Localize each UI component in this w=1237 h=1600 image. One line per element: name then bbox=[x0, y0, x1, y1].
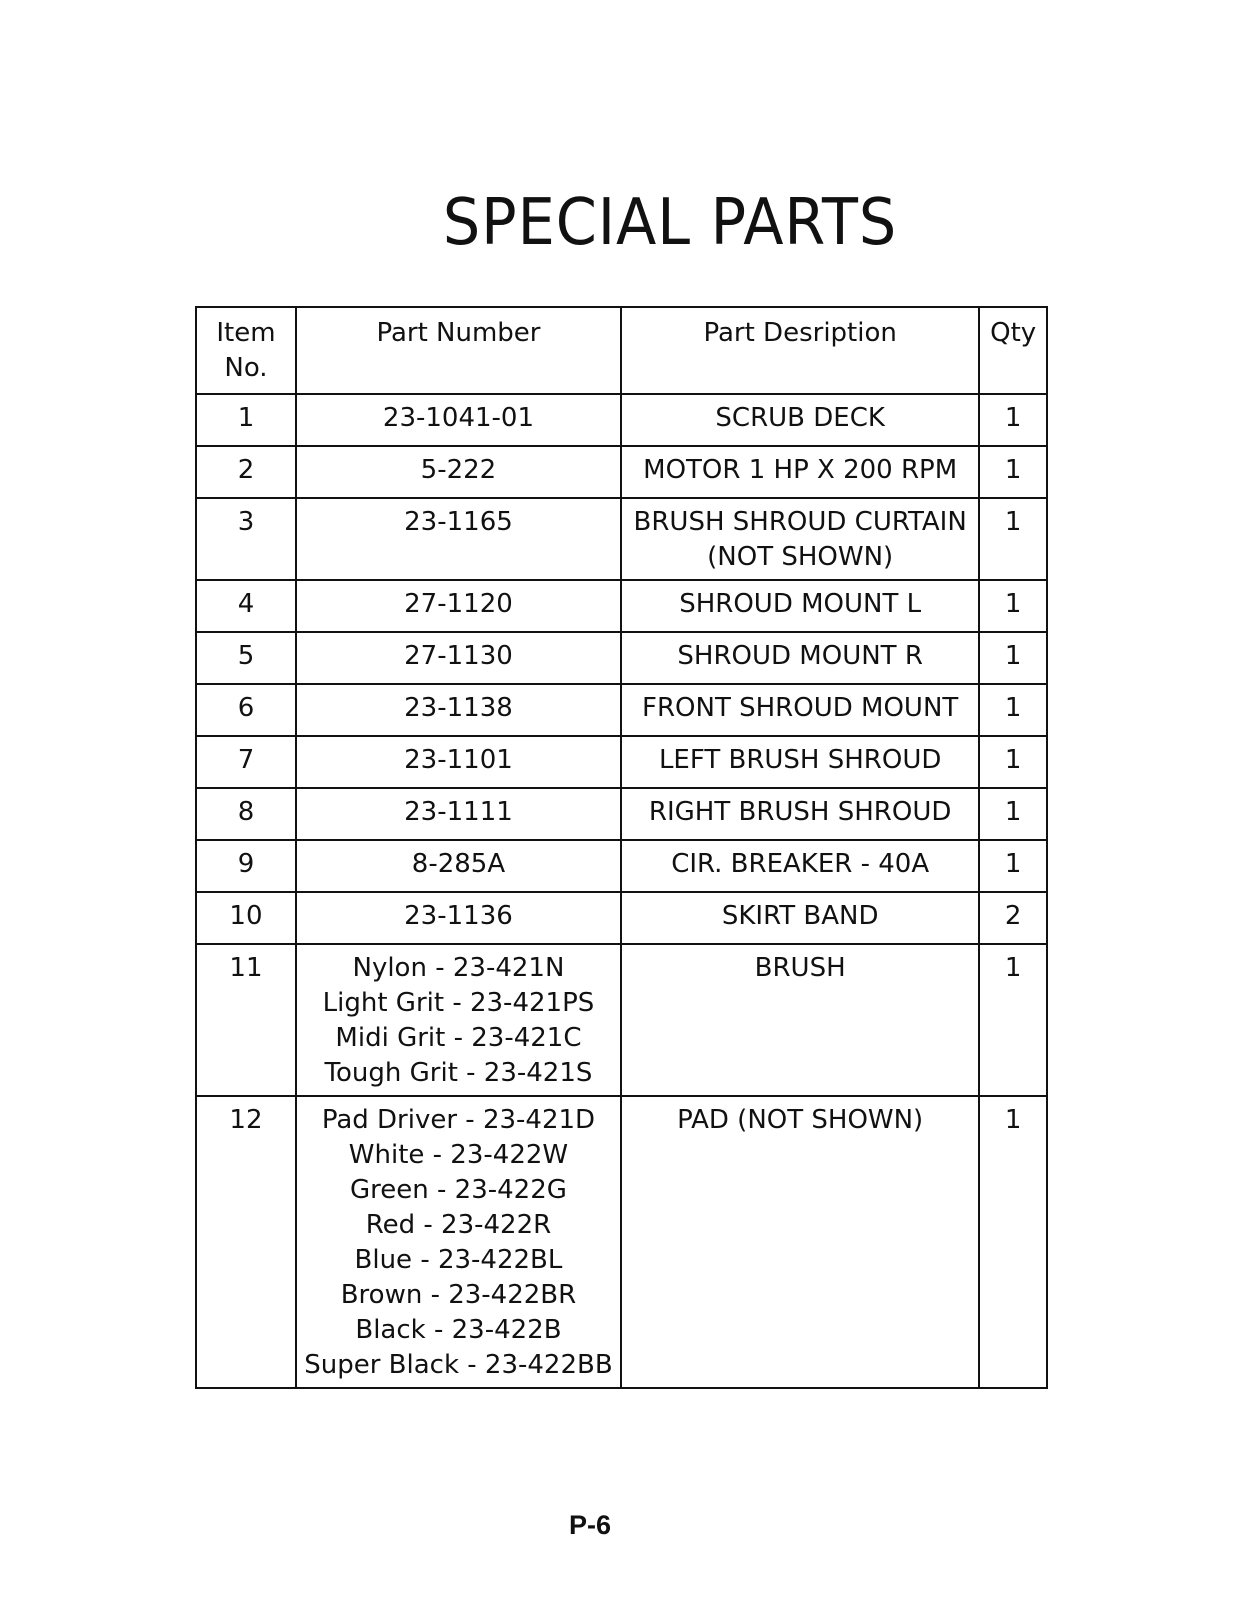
cell-part-number-line: Blue - 23-422BL bbox=[354, 1245, 563, 1275]
cell-qty: 1 bbox=[979, 788, 1047, 840]
cell-part-number-line: 23-1138 bbox=[404, 693, 513, 723]
cell-part-description bbox=[621, 684, 979, 736]
cell-qty: 1 bbox=[979, 944, 1047, 1096]
table-row bbox=[196, 788, 1047, 840]
cell-qty: 1 bbox=[979, 840, 1047, 892]
cell-item-no: 5 bbox=[196, 632, 296, 684]
table-row bbox=[196, 1096, 1047, 1388]
cell-part-description bbox=[621, 632, 979, 684]
cell-part-number bbox=[296, 1096, 621, 1388]
cell-qty: 1 bbox=[979, 580, 1047, 632]
cell-part-number-line: Light Grit - 23-421PS bbox=[322, 988, 595, 1018]
cell-part-number-line: Brown - 23-422BR bbox=[340, 1280, 577, 1310]
cell-part-number-line: 23-1041-01 bbox=[382, 403, 535, 433]
cell-part-number-line: Tough Grit - 23-421S bbox=[324, 1058, 593, 1088]
cell-part-number-line: 23-1101 bbox=[404, 745, 513, 775]
page-number: P-6 bbox=[568, 1510, 612, 1540]
cell-part-number bbox=[296, 736, 621, 788]
table-header-row bbox=[196, 307, 1047, 394]
cell-item-no: 11 bbox=[196, 944, 296, 1096]
cell-part-number-line: Green - 23-422G bbox=[350, 1175, 567, 1205]
cell-part-number bbox=[296, 788, 621, 840]
cell-part-number bbox=[296, 944, 621, 1096]
cell-part-number bbox=[296, 580, 621, 632]
page-title: SPECIAL PARTS bbox=[442, 186, 898, 260]
table-body bbox=[196, 394, 1047, 1388]
cell-part-description bbox=[621, 840, 979, 892]
cell-part-number-line: 23-1136 bbox=[404, 901, 513, 931]
cell-part-number-line: 8-285A bbox=[411, 849, 506, 879]
cell-part-number bbox=[296, 498, 621, 580]
cell-item-no: 2 bbox=[196, 446, 296, 498]
cell-part-number-line: 23-1165 bbox=[404, 507, 513, 537]
table-row bbox=[196, 840, 1047, 892]
cell-qty: 1 bbox=[979, 632, 1047, 684]
cell-item-no: 9 bbox=[196, 840, 296, 892]
cell-part-description-line: SHROUD MOUNT L bbox=[679, 589, 922, 619]
table-row bbox=[196, 892, 1047, 944]
cell-part-number bbox=[296, 892, 621, 944]
cell-part-number-line: 27-1120 bbox=[404, 589, 513, 619]
cell-item-no: 1 bbox=[196, 394, 296, 446]
cell-part-number-line: Pad Driver - 23-421D bbox=[321, 1105, 596, 1135]
cell-part-number-line: 27-1130 bbox=[404, 641, 513, 671]
cell-part-number-line: 23-1111 bbox=[404, 797, 513, 827]
cell-part-number bbox=[296, 632, 621, 684]
table-row bbox=[196, 580, 1047, 632]
cell-qty: 1 bbox=[979, 736, 1047, 788]
cell-item-no: 12 bbox=[196, 1096, 296, 1388]
table-row bbox=[196, 684, 1047, 736]
cell-qty: 1 bbox=[979, 684, 1047, 736]
cell-item-no: 6 bbox=[196, 684, 296, 736]
table-row bbox=[196, 394, 1047, 446]
cell-part-number-line: White - 23-422W bbox=[348, 1140, 569, 1170]
table-row bbox=[196, 736, 1047, 788]
cell-part-description-line: SHROUD MOUNT R bbox=[677, 641, 923, 671]
cell-part-description-line: (NOT SHOWN) bbox=[707, 542, 894, 572]
cell-part-description-line: LEFT BRUSH SHROUD bbox=[658, 745, 942, 775]
header-part-number: Part Number bbox=[296, 307, 621, 394]
cell-part-description-line: FRONT SHROUD MOUNT bbox=[642, 693, 959, 723]
cell-part-number bbox=[296, 684, 621, 736]
cell-part-description bbox=[621, 394, 979, 446]
cell-item-no: 3 bbox=[196, 498, 296, 580]
special-parts-table bbox=[195, 306, 1048, 1389]
table-row bbox=[196, 446, 1047, 498]
cell-part-description bbox=[621, 580, 979, 632]
cell-qty: 1 bbox=[979, 498, 1047, 580]
cell-part-number-line: Midi Grit - 23-421C bbox=[335, 1023, 582, 1053]
cell-part-description bbox=[621, 498, 979, 580]
cell-part-description-line: PAD (NOT SHOWN) bbox=[677, 1105, 924, 1135]
table-row bbox=[196, 498, 1047, 580]
cell-part-number-line: Super Black - 23-422BB bbox=[304, 1350, 613, 1380]
cell-part-description-line: MOTOR 1 HP X 200 RPM bbox=[643, 455, 958, 485]
cell-item-no: 4 bbox=[196, 580, 296, 632]
cell-part-description bbox=[621, 944, 979, 1096]
cell-item-no: 7 bbox=[196, 736, 296, 788]
cell-part-description bbox=[621, 1096, 979, 1388]
cell-part-number-line: Nylon - 23-421N bbox=[352, 953, 565, 983]
cell-part-description-line: RIGHT BRUSH SHROUD bbox=[648, 797, 952, 827]
header-qty: Qty bbox=[979, 307, 1047, 394]
cell-part-description bbox=[621, 446, 979, 498]
cell-part-description-line: BRUSH bbox=[754, 953, 846, 983]
cell-qty: 2 bbox=[979, 892, 1047, 944]
cell-qty: 1 bbox=[979, 446, 1047, 498]
cell-part-description bbox=[621, 736, 979, 788]
cell-qty: 1 bbox=[979, 394, 1047, 446]
cell-part-description-line: SKIRT BAND bbox=[721, 901, 879, 931]
cell-part-description bbox=[621, 788, 979, 840]
cell-part-number-line: Red - 23-422R bbox=[365, 1210, 552, 1240]
cell-part-number bbox=[296, 394, 621, 446]
header-item-no-label: Item No. bbox=[216, 318, 276, 383]
cell-part-description-line: SCRUB DECK bbox=[715, 403, 885, 433]
table-row bbox=[196, 944, 1047, 1096]
cell-part-number-line: Black - 23-422B bbox=[355, 1315, 562, 1345]
cell-item-no: 8 bbox=[196, 788, 296, 840]
cell-part-number bbox=[296, 840, 621, 892]
cell-qty: 1 bbox=[979, 1096, 1047, 1388]
header-part-description: Part Desription bbox=[621, 307, 979, 394]
cell-part-number-line: 5-222 bbox=[420, 455, 497, 485]
cell-part-description-line: CIR. BREAKER - 40A bbox=[671, 849, 930, 879]
cell-part-number bbox=[296, 446, 621, 498]
cell-part-description-line: BRUSH SHROUD CURTAIN bbox=[633, 507, 967, 537]
cell-item-no: 10 bbox=[196, 892, 296, 944]
table-row bbox=[196, 632, 1047, 684]
cell-part-description bbox=[621, 892, 979, 944]
header-item-no bbox=[196, 307, 296, 394]
